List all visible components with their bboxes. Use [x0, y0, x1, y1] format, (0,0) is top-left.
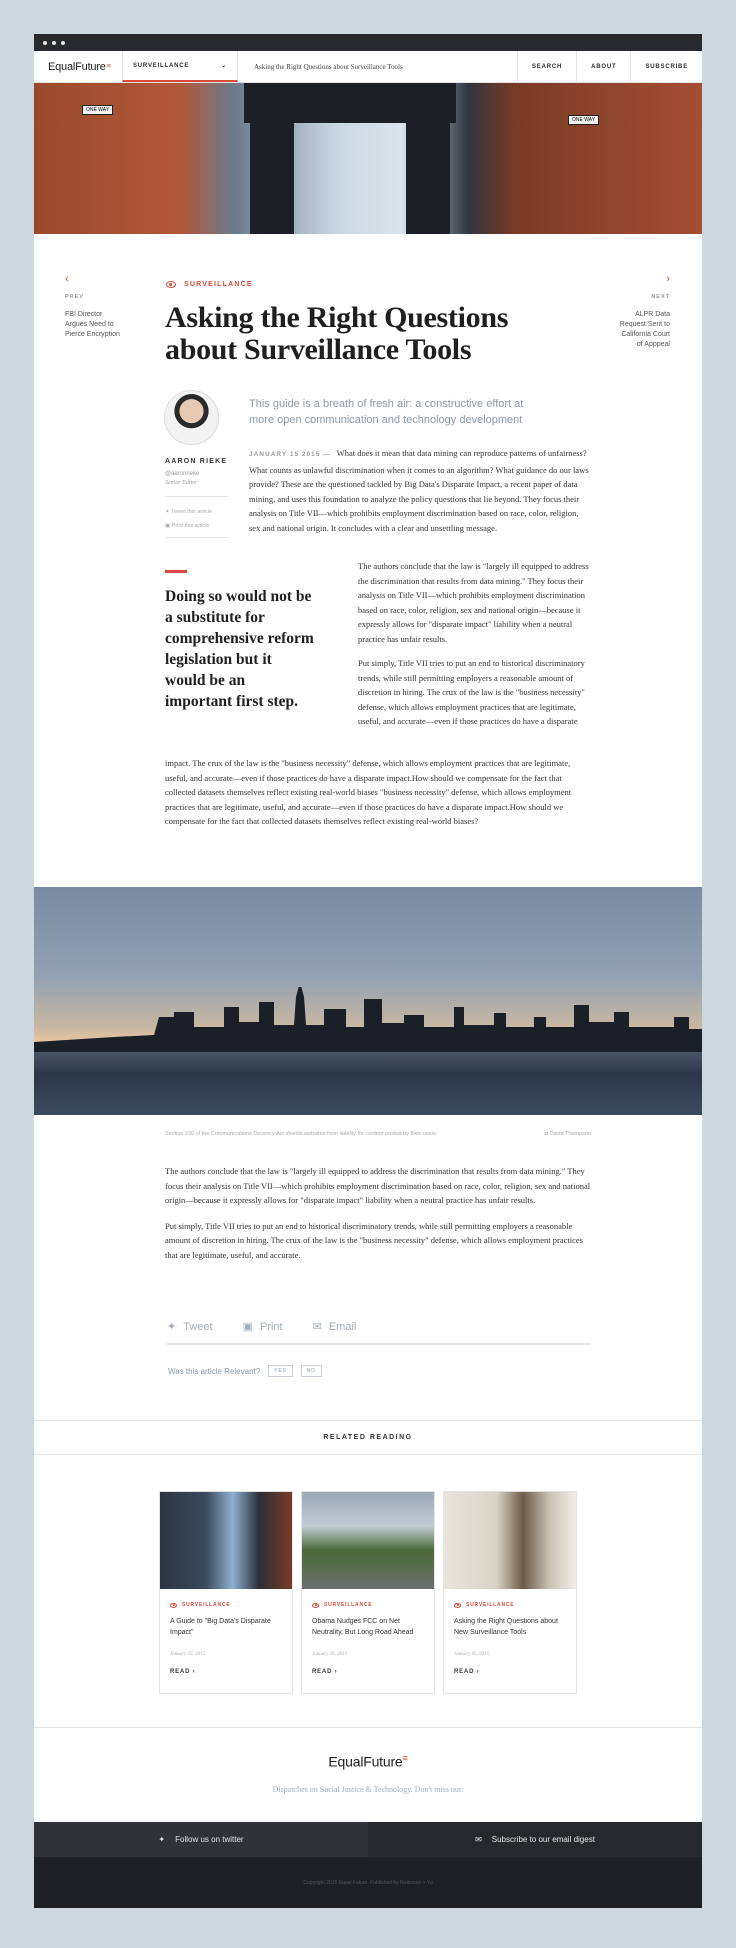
- prev-article-link[interactable]: [65, 274, 121, 340]
- twitter-icon: ✦: [158, 1835, 166, 1844]
- yes-button[interactable]: YES: [268, 1365, 292, 1377]
- one-way-sign: ONE WAY: [82, 105, 113, 115]
- footer-divider: [34, 1727, 702, 1728]
- camera-icon: ◘: [544, 1131, 550, 1137]
- chevron-right-icon: ›: [476, 1669, 480, 1675]
- print-article-link[interactable]: [165, 519, 228, 533]
- footer-tagline: Dispatches on Social Justice & Technology. Don't miss out:: [272, 1785, 464, 1794]
- author-role: Senior Editor: [165, 480, 198, 486]
- footer-logo[interactable]: [34, 1753, 702, 1770]
- card-date: January 25, 2015: [170, 1652, 206, 1657]
- related-card[interactable]: [443, 1491, 577, 1694]
- related-reading-heading: RELATED READING: [34, 1420, 702, 1455]
- logo-mark-icon: ≡: [106, 63, 111, 70]
- email-subscribe-label: Subscribe to our email digest: [491, 1835, 595, 1844]
- relevance-question: Was this article Relevant?: [168, 1366, 261, 1376]
- card-title[interactable]: Obama Nudges FCC on Net Neutrality, But Long Road Ahead: [312, 1618, 414, 1636]
- article-dek: This guide is a breath of fresh air: a constructive effort at more open communication and technology development: [249, 398, 524, 426]
- eye-icon: [312, 1603, 319, 1608]
- footer-copyright: Copyright 2015 Equal Future. Published by Robinson + Yu: [34, 1857, 702, 1908]
- article-column: [358, 559, 590, 739]
- logo-mark-icon: ≡: [402, 1753, 408, 1763]
- card-read-link[interactable]: [170, 1669, 282, 1675]
- article-paragraph: impact. The crux of the law is the "business necessity" defense, which allows employment practices that are legitimate, useful, and accurate—even if those practices do have a disparate impact.How should we compensate for the fact that collected datasets themselves reflect existing real-world biases "business necessity" defense, which allows employment practices that are legitimate, useful, and accurate—even if those practices do have a disparate impact.How should we compensate for the fact that collected datasets themselves reflect existing real-world biases?: [165, 758, 572, 826]
- photo-credit: [545, 1131, 591, 1137]
- email-label: Email: [328, 1321, 357, 1333]
- printer-icon: ▣: [165, 523, 172, 529]
- window-dot[interactable]: [61, 41, 65, 45]
- bridge-tower-left: [250, 83, 294, 234]
- card-kicker-label: SURVEILLANCE: [466, 1602, 515, 1608]
- section-label: SURVEILLANCE: [133, 62, 190, 69]
- article-body: [165, 1164, 591, 1273]
- page-title: Asking the Right Questions about Surveillance Tools: [165, 301, 509, 366]
- tweet-label: Tweet: [183, 1321, 213, 1333]
- next-label: NEXT: [651, 294, 670, 300]
- envelope-icon: ✉: [312, 1321, 322, 1333]
- nav-subscribe-link[interactable]: SUBSCRIBE: [630, 51, 702, 82]
- card-date: January 05, 2015: [454, 1652, 490, 1657]
- hero-image: [34, 83, 702, 234]
- pullquote: Doing so would not be a substitute for comprehensive reform legislation but it would be an important first step.: [165, 588, 314, 710]
- card-read-link[interactable]: [312, 1669, 424, 1675]
- tweet-article-link[interactable]: [165, 505, 228, 519]
- print-button[interactable]: [243, 1320, 283, 1333]
- article-header: [34, 234, 702, 834]
- chevron-right-icon: ›: [334, 1669, 338, 1675]
- card-kicker: [312, 1602, 424, 1608]
- twitter-follow-button[interactable]: [34, 1822, 368, 1857]
- city-skyline-image: [34, 887, 702, 1115]
- footer-logo-text: EqualFuture: [328, 1753, 403, 1770]
- card-image: [444, 1492, 576, 1589]
- eye-icon: [166, 281, 176, 288]
- card-date: January 16, 2015: [312, 1652, 348, 1657]
- column-paragraph: The authors conclude that the law is "largely ill equipped to address the discrimination that results from data mining." They focus their analysis on Title VII—which prohibits employment discrimination based on race, color, religion, sex and national origin—because it expressly allows for "disparate impact" liability when a neutral practice has unfair results.: [358, 561, 589, 644]
- prev-label: PREV: [65, 294, 84, 300]
- chevron-down-icon: ⌄: [221, 63, 227, 69]
- card-kicker-label: SURVEILLANCE: [324, 1602, 373, 1608]
- tweet-article-label: Tweet this article: [171, 509, 213, 515]
- skyline-silhouette: [34, 987, 702, 1052]
- author-name: AARON RIEKE: [165, 458, 228, 465]
- next-article-link[interactable]: [614, 274, 670, 350]
- logo-text: EqualFuture: [48, 60, 106, 73]
- avatar: [164, 390, 219, 445]
- window-titlebar: [34, 34, 702, 51]
- photo-credit-name: David Thompson: [549, 1131, 591, 1137]
- column-paragraph: Put simply, Title VII tries to put an end to historical discriminatory trends, while still permitting employers a reasonable amount of discretion in hiring. The crux of the law is the "business necessity" defense, which allows employment practices that are legitimate, useful, and accurate—even if those practices do have a disparate: [358, 658, 585, 726]
- article-date: JANUARY 15 2015 —: [249, 451, 331, 458]
- eye-icon: [454, 1603, 461, 1608]
- chevron-left-icon: ‹: [65, 273, 69, 285]
- related-card[interactable]: [159, 1491, 293, 1694]
- card-title[interactable]: Asking the Right Questions about New Surveillance Tools: [454, 1618, 558, 1636]
- email-button[interactable]: [313, 1320, 357, 1333]
- nav-article-title: Asking the Right Questions about Surveillance Tools: [254, 62, 403, 71]
- relevance-poll: [168, 1365, 322, 1377]
- nav-about-link[interactable]: ABOUT: [576, 51, 630, 82]
- author-handle[interactable]: @aaronrieke: [165, 471, 200, 477]
- caption-text: Section 230 of the Communications Decency Act shields websites from liability for content posted by their users.: [165, 1131, 438, 1137]
- card-kicker: [170, 1602, 282, 1608]
- related-cards: [159, 1491, 577, 1694]
- article-intro: [249, 446, 589, 535]
- image-caption: [165, 1131, 591, 1137]
- card-read-label: READ: [170, 1669, 191, 1675]
- author-share: [165, 496, 228, 538]
- body-paragraph: The authors conclude that the law is "largely ill equipped to address the discrimination that results from data mining." They focus their analysis on Title VII—which prohibits employment discrimination based on race, color, religion, sex and national origin—because it expressly allows for "disparate impact" liability when a neutral practice has unfair results.: [165, 1166, 591, 1205]
- browser-window: [34, 34, 702, 1908]
- card-title[interactable]: A Guide to "Big Data's Disparate Impact": [170, 1618, 271, 1636]
- envelope-icon: ✉: [475, 1835, 482, 1844]
- print-article-label: Print this article: [171, 523, 210, 529]
- article-kicker[interactable]: [166, 281, 253, 288]
- twitter-icon: ✦: [165, 509, 172, 515]
- printer-icon: ▣: [242, 1321, 253, 1333]
- next-title: ALPR Data Request Sent to California Court of Apppeal: [619, 311, 670, 348]
- kicker-label: SURVEILLANCE: [184, 281, 253, 288]
- card-kicker-label: SURVEILLANCE: [182, 1602, 231, 1608]
- no-button[interactable]: NO: [301, 1365, 322, 1377]
- card-image: [302, 1492, 434, 1589]
- share-bar: [167, 1320, 591, 1345]
- twitter-icon: ✦: [167, 1321, 177, 1333]
- site-logo[interactable]: [34, 51, 122, 82]
- window-dot[interactable]: [43, 41, 47, 45]
- footer-cta-bar: [34, 1822, 702, 1857]
- eye-icon: [170, 1603, 177, 1608]
- intro-text: What does it mean that data mining can reproduce patterns of unfairness? What counts as unlawful discrimination when it comes to an algorithm? What guidance do our laws provide? These are the questioned tackled by Big Data's Disparate Impact, a recent paper of data mining, and uses this foundation to analyze the policy questions that lie beyond. They focus their analysis on Title VII—which prohibits employment discrimination based on race, color, religion, sex and national origin. It concludes with a clear and unsettling message.: [249, 448, 589, 533]
- card-read-link[interactable]: [454, 1669, 566, 1675]
- prev-title: FBI Director Argues Need to Pierce Encryption: [65, 311, 120, 338]
- author-block: [165, 458, 228, 538]
- pullquote-rule: [165, 570, 187, 573]
- card-read-label: READ: [312, 1669, 333, 1675]
- bridge-tower-right: [406, 83, 450, 234]
- twitter-follow-label: Follow us on twitter: [175, 1835, 244, 1844]
- card-read-label: READ: [454, 1669, 475, 1675]
- window-dot[interactable]: [52, 41, 56, 45]
- email-subscribe-button[interactable]: [368, 1822, 702, 1857]
- tweet-button[interactable]: [167, 1320, 213, 1333]
- section-dropdown[interactable]: [122, 51, 238, 82]
- top-nav: [34, 51, 702, 83]
- chevron-right-icon: ›: [666, 273, 670, 285]
- print-label: Print: [259, 1321, 283, 1333]
- nav-search-link[interactable]: SEARCH: [517, 51, 576, 82]
- chevron-right-icon: ›: [192, 1669, 196, 1675]
- body-paragraph: Put simply, Title VII tries to put an end to historical discriminatory trends, while still permitting employers a reasonable amount of discretion in hiring. The crux of the law is the "business necessity" defense, which allows employment practices that are legitimate, useful, and accurate.: [165, 1220, 583, 1260]
- card-kicker: [454, 1602, 566, 1608]
- card-image: [160, 1492, 292, 1589]
- one-way-sign: ONE WAY: [568, 115, 599, 125]
- related-card[interactable]: [301, 1491, 435, 1694]
